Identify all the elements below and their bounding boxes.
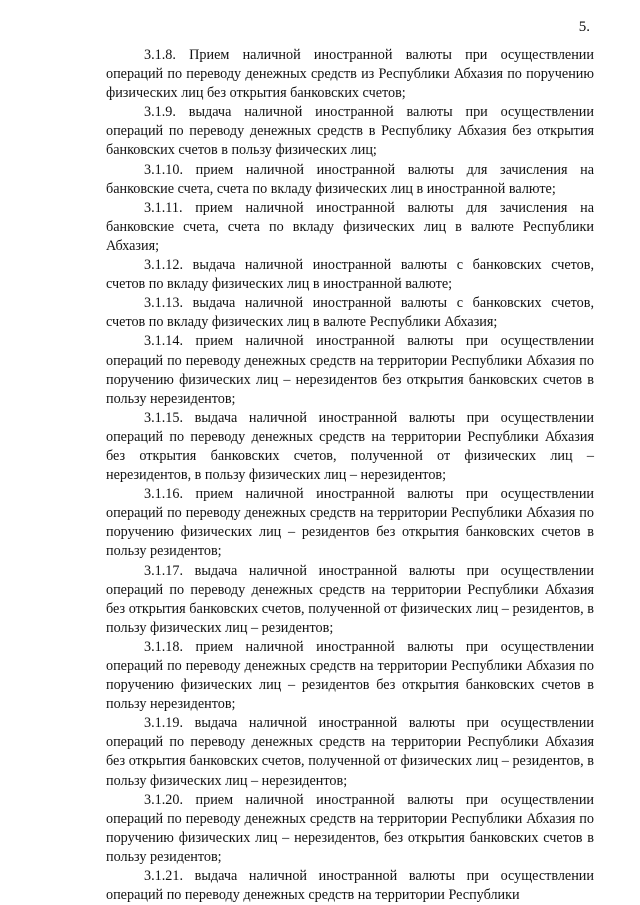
clause-3-1-11: 3.1.11. прием наличной иностранной валюты для зачисления на банковские счета, счета по вкладу физических лиц в валюте Республики Абхазия; bbox=[106, 199, 594, 254]
clause-3-1-14: 3.1.14. прием наличной иностранной валюты при осуществлении операций по переводу денежных средств на территории Республики Абхазия по поручению физических лиц – нерезидентов без открытия банковских счетов в пользу нерезидентов; bbox=[106, 333, 594, 407]
page-number: 5. bbox=[578, 19, 590, 35]
clause-3-1-12: 3.1.12. выдача наличной иностранной валюты с банковских счетов, счетов по вкладу физических лиц в иностранной валюте; bbox=[106, 257, 594, 293]
clause-3-1-15: 3.1.15. выдача наличной иностранной валюты при осуществлении операций по переводу денежных средств на территории Республики Абхазия без открытия банковских счетов, полученной от физических лиц – нерезидентов, в пользу физических лиц – нерезидентов; bbox=[106, 409, 594, 484]
clause-3-1-17: 3.1.17. выдача наличной иностранной валюты при осуществлении операций по переводу денежных средств на территории Республики Абхазия без открытия банковских счетов, полученной от физических лиц – резидентов, в пользу физических лиц – резидентов; bbox=[106, 562, 594, 636]
clause-3-1-10: 3.1.10. прием наличной иностранной валюты для зачисления на банковские счета, счета по вкладу физических лиц в иностранной валюте; bbox=[106, 161, 594, 197]
clause-3-1-18: 3.1.18. прием наличной иностранной валюты при осуществлении операций по переводу денежных средств на территории Республики Абхазия по поручению физических лиц – резидентов без открытия банковских счетов в пользу нерезидентов; bbox=[106, 638, 594, 713]
clause-3-1-13: 3.1.13. выдача наличной иностранной валюты с банковских счетов, счетов по вкладу физических лиц в валюте Республики Абхазия; bbox=[106, 295, 594, 331]
clause-3-1-19: 3.1.19. выдача наличной иностранной валюты при осуществлении операций по переводу денежных средств на территории Республики Абхазия без открытия банковских счетов, полученной от физических лиц – резидентов, в пользу физических лиц – нерезидентов; bbox=[106, 715, 594, 789]
clause-3-1-8: 3.1.8. Прием наличной иностранной валюты при осуществлении операций по переводу денежных средств из Республики Абхазия по поручению физических лиц без открытия банковских счетов; bbox=[106, 47, 594, 102]
clause-3-1-16: 3.1.16. прием наличной иностранной валюты при осуществлении операций по переводу денежных средств на территории Республики Абхазия по поручению физических лиц – резидентов без открытия банковских счетов в пользу резидентов; bbox=[106, 486, 594, 560]
clause-3-1-20: 3.1.20. прием наличной иностранной валюты при осуществлении операций по переводу денежных средств на территории Республики Абхазия по поручению физических лиц – нерезидентов, без открытия банковских счетов в пользу резидентов; bbox=[106, 791, 594, 865]
clause-3-1-21: 3.1.21. выдача наличной иностранной валюты при осуществлении операций по переводу денежных средств на территории Республики bbox=[106, 868, 594, 904]
document-body bbox=[106, 46, 594, 905]
clause-3-1-9: 3.1.9. выдача наличной иностранной валюты при осуществлении операций по переводу денежных средств в Республику Абхазия без открытия банковских счетов в пользу физических лиц; bbox=[106, 104, 594, 159]
